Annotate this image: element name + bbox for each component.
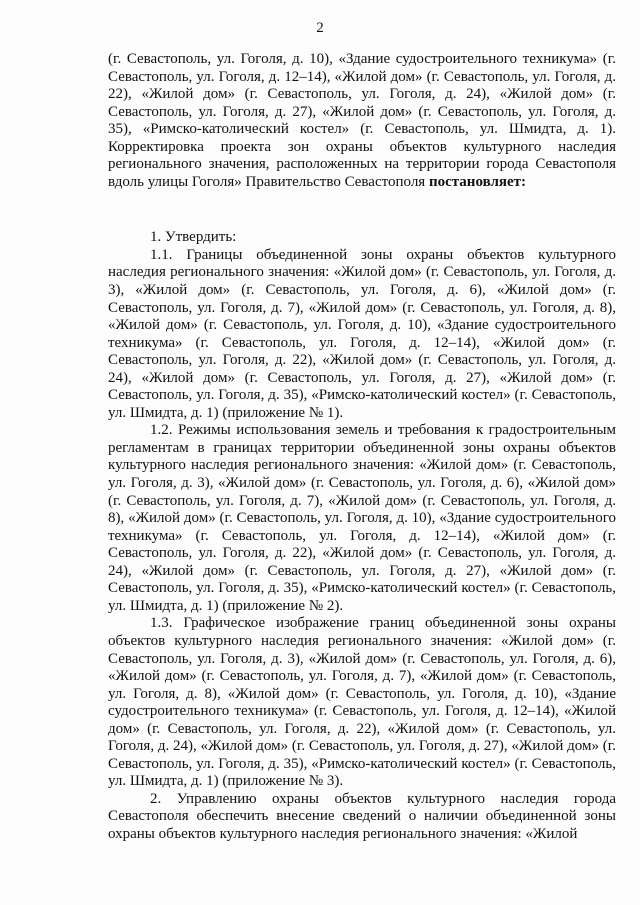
paragraph-2: 2. Управлению охраны объектов культурного наследия города Севастополя обеспечить внесение сведений о наличии объединенной зоны охраны объектов культурного наследия регионального значения: «Жилой [108, 790, 616, 842]
paragraph-intro [108, 51, 616, 191]
paragraph-1-1: 1.1. Границы объединенной зоны охраны объектов культурного наследия регионального значения: «Жилой дом» (г. Севастополь, ул. Гоголя, д. 3), «Жилой дом» (г. Севастополь, ул. Гоголя, д. 6), «Жилой дом» (г. Севастополь, ул. Гоголя, д. 7), «Жилой дом» (г. Севастополь, ул. Гоголя, д. 8), «Жилой дом» (г. Севастополь, ул. Гоголя, д. 10), «Здание судостроительного техникума» (г. Севастополь, ул. Гоголя, д. 12–14), «Жилой дом» (г. Севастополь, ул. Гоголя, д. 22), «Жилой дом» (г. Севастополь, ул. Гоголя, д. 24), «Жилой дом» (г. Севастополь, ул. Гоголя, д. 27), «Жилой дом» (г. Севастополь, ул. Гоголя, д. 35), «Римско-католический костел» (г. Севастополь, ул. Шмидта, д. 1) (приложение № 1). [108, 246, 616, 421]
paragraph-1-3: 1.3. Графическое изображение границ объединенной зоны охраны объектов культурного наследия регионального значения: «Жилой дом» (г. Севастополь, ул. Гоголя, д. 3), «Жилой дом» (г. Севастополь, ул. Гоголя, д. 6), «Жилой дом» (г. Севастополь, ул. Гоголя, д. 7), «Жилой дом» (г. Севастополь, ул. Гоголя, д. 8), «Жилой дом» (г. Севастополь, ул. Гоголя, д. 10), «Здание судостроительного техникума» (г. Севастополь, ул. Гоголя, д. 12–14), «Жилой дом» (г. Севастополь, ул. Гоголя, д. 22), «Жилой дом» (г. Севастополь, ул. Гоголя, д. 24), «Жилой дом» (г. Севастополь, ул. Гоголя, д. 27), «Жилой дом» (г. Севастополь, ул. Гоголя, д. 35), «Римско-католический костел» (г. Севастополь, ул. Шмидта, д. 1) (приложение № 3). [108, 615, 616, 790]
page-number: 2 [316, 20, 324, 36]
paragraph-1-2: 1.2. Режимы использования земель и требования к градостроительным регламентам в границах территории объединенной зоны охраны объектов культурного наследия регионального значения: «Жилой дом» (г. Севастополь, ул. Гоголя, д. 3), «Жилой дом» (г. Севастополь, ул. Гоголя, д. 6), «Жилой дом» (г. Севастополь, ул. Гоголя, д. 7), «Жилой дом» (г. Севастополь, ул. Гоголя, д. 8), «Жилой дом» (г. Севастополь, ул. Гоголя, д. 10), «Здание судостроительного техникума» (г. Севастополь, ул. Гоголя, д. 12–14), «Жилой дом» (г. Севастополь, ул. Гоголя, д. 22), «Жилой дом» (г. Севастополь, ул. Гоголя, д. 24), «Жилой дом» (г. Севастополь, ул. Гоголя, д. 27), «Жилой дом» (г. Севастополь, ул. Гоголя, д. 35), «Римско-католический костел» (г. Севастополь, ул. Шмидта, д. 1) (приложение № 2). [108, 422, 616, 614]
intro-bold-word: постановляет: [428, 173, 527, 190]
document-body [108, 51, 616, 844]
paragraph-approve: 1. Утвердить: [150, 229, 237, 246]
paragraph-spacer [108, 191, 616, 229]
intro-text: (г. Севастополь, ул. Гоголя, д. 10), «Здание судостроительного техникума» (г. Севастополь, ул. Гоголя, д. 12–14), «Жилой дом» (г. Севастополь, ул. Гоголя, д. 22), «Жилой дом» (г. Севастополь, ул. Гоголя, д. 24), «Жилой дом» (г. Севастополь, ул. Гоголя, д. 27), «Жилой дом» (г. Севастополь, ул. Гоголя, д. 35), «Римско-католический костел» (г. Севастополь, ул. Шмидта, д. 1). Корректировка проекта зон охраны объектов культурного наследия регионального значения, расположенных на территории города Севастополя вдоль улицы Гоголя» Правительство Севастополя [108, 51, 616, 190]
